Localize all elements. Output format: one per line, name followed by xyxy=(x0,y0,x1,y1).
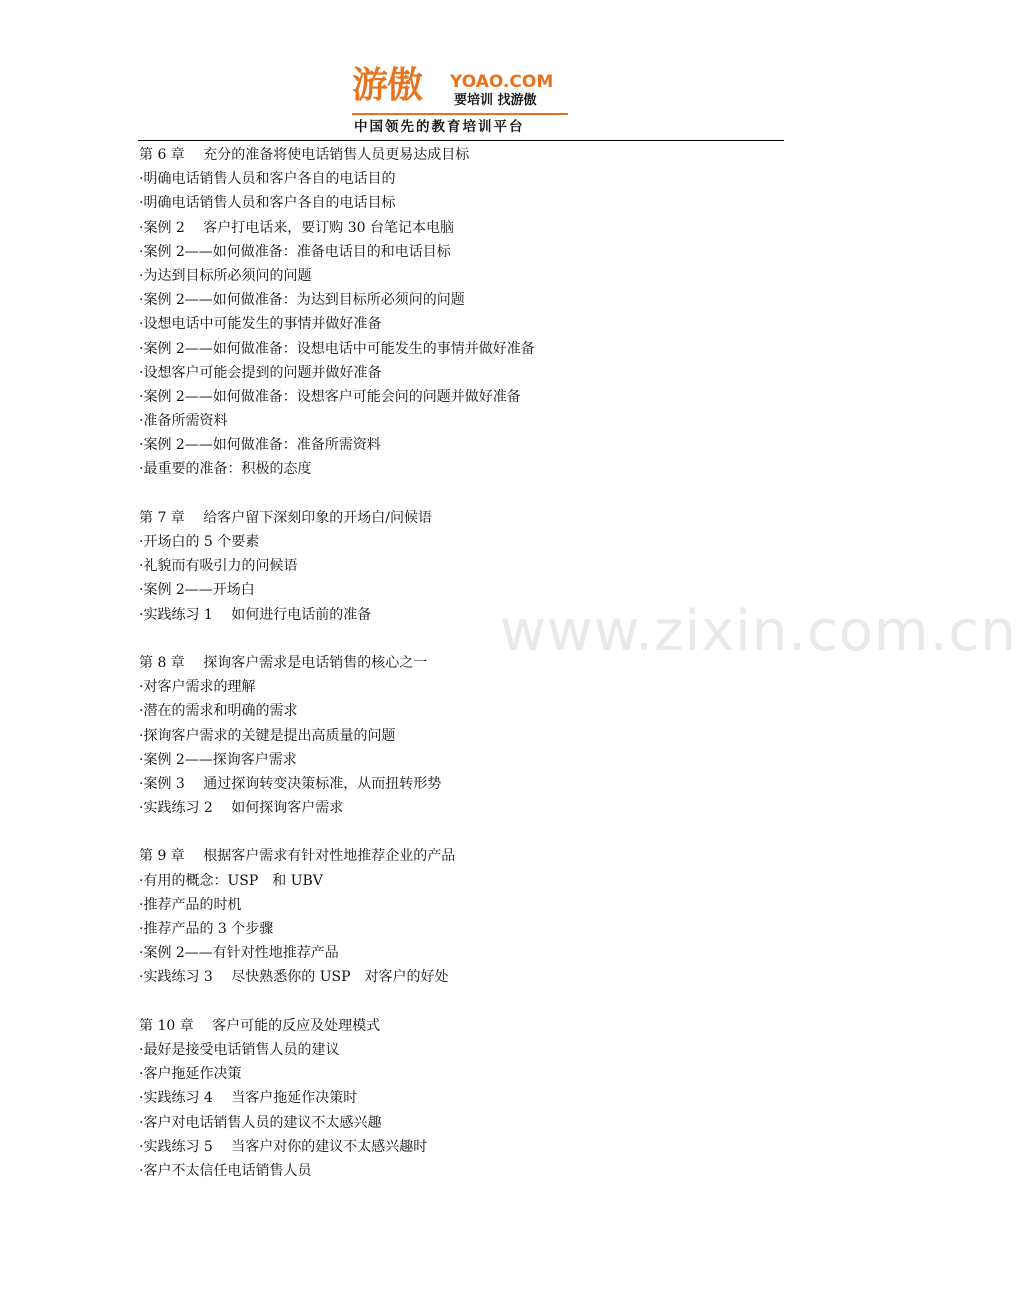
logo-main-text: 游傲 xyxy=(352,65,423,106)
logo-underline xyxy=(352,113,568,115)
list-item: ·为达到目标所必须问的问题 xyxy=(139,267,312,284)
list-item: ·案例 3 通过探询转变决策标准，从而扭转形势 xyxy=(139,775,442,792)
list-item: ·案例 2——如何做准备：准备电话目的和电话目标 xyxy=(139,243,451,260)
list-item: ·设想电话中可能发生的事情并做好准备 xyxy=(139,316,382,333)
list-item: ·潜在的需求和明确的需求 xyxy=(139,703,298,720)
list-item: ·案例 2——如何做准备：准备所需资料 xyxy=(139,437,381,454)
list-item: ·推荐产品的 3 个步骤 xyxy=(139,921,274,937)
chapter-section xyxy=(139,1014,779,1183)
list-item: ·有用的概念：USP 和 UBV xyxy=(139,872,323,889)
list-item: ·设想客户可能会提到的问题并做好准备 xyxy=(139,364,382,381)
list-item: ·案例 2——有针对性地推荐产品 xyxy=(139,945,339,962)
chapter-heading: 第 6 章 充分的准备将使电话销售人员更易达成目标 xyxy=(139,147,470,163)
list-item: ·明确电话销售人员和客户各自的电话目标 xyxy=(139,195,396,212)
list-item: ·实践练习 5 当客户对你的建议不太感兴趣时 xyxy=(139,1138,428,1155)
list-item: ·推荐产品的时机 xyxy=(139,896,242,913)
chapter-heading: 第 9 章 根据客户需求有针对性地推荐企业的产品 xyxy=(139,848,456,865)
list-item: ·案例 2——探询客户需求 xyxy=(139,751,297,768)
list-item: ·探询客户需求的关键是提出高质量的问题 xyxy=(139,727,396,744)
section-spacer xyxy=(139,820,779,844)
watermark: www.zixin.com.cn xyxy=(500,599,1017,664)
section-spacer xyxy=(139,627,779,651)
list-item: ·实践练习 3 尽快熟悉你的 USP 对客户的好处 xyxy=(139,969,449,986)
logo-brand-text: YOAO.COM xyxy=(450,72,554,92)
list-item: ·客户不太信任电话销售人员 xyxy=(139,1162,312,1179)
list-item: ·实践练习 4 当客户拖延作决策时 xyxy=(139,1090,358,1107)
chapter-heading: 第 7 章 给客户留下深刻印象的开场白/问候语 xyxy=(139,509,432,526)
list-item: ·案例 2 客户打电话来，要订购 30 台笔记本电脑 xyxy=(139,219,454,236)
list-item: ·案例 2——如何做准备：设想客户可能会问的问题并做好准备 xyxy=(139,388,521,405)
list-item: ·最重要的准备：积极的态度 xyxy=(139,461,312,478)
chapter-heading: 第 8 章 探询客户需求是电话销售的核心之一 xyxy=(139,654,428,671)
list-item: ·实践练习 1 如何进行电话前的准备 xyxy=(139,606,372,623)
chapter-section xyxy=(139,651,779,820)
list-item: ·案例 2——开场白 xyxy=(139,582,255,599)
logo-subtitle: 中国领先的教育培训平台 xyxy=(354,119,525,135)
chapter-section xyxy=(139,506,779,627)
list-item: ·客户对电话销售人员的建议不太感兴趣 xyxy=(139,1114,382,1131)
section-spacer xyxy=(139,990,779,1014)
section-spacer xyxy=(139,482,779,506)
chapter-heading: 第 10 章 客户可能的反应及处理模式 xyxy=(139,1017,381,1034)
list-item: ·准备所需资料 xyxy=(139,413,228,430)
site-logo xyxy=(352,66,572,140)
chapter-section xyxy=(139,844,779,989)
chapter-section xyxy=(139,143,779,482)
list-item: ·礼貌而有吸引力的问候语 xyxy=(139,558,298,575)
list-item: ·实践练习 2 如何探询客户需求 xyxy=(139,800,344,817)
document-body xyxy=(139,143,779,1183)
list-item: ·案例 2——如何做准备：设想电话中可能发生的事情并做好准备 xyxy=(139,340,535,357)
list-item: ·案例 2——如何做准备：为达到目标所必须问的问题 xyxy=(139,292,465,309)
list-item: ·开场白的 5 个要素 xyxy=(139,534,260,550)
list-item: ·最好是接受电话销售人员的建议 xyxy=(139,1041,340,1058)
list-item: ·明确电话销售人员和客户各自的电话目的 xyxy=(139,171,396,188)
list-item: ·客户拖延作决策 xyxy=(139,1066,242,1083)
list-item: ·对客户需求的理解 xyxy=(139,679,256,696)
header-divider xyxy=(138,140,784,141)
logo-slogan: 要培训 找游傲 xyxy=(454,93,537,108)
